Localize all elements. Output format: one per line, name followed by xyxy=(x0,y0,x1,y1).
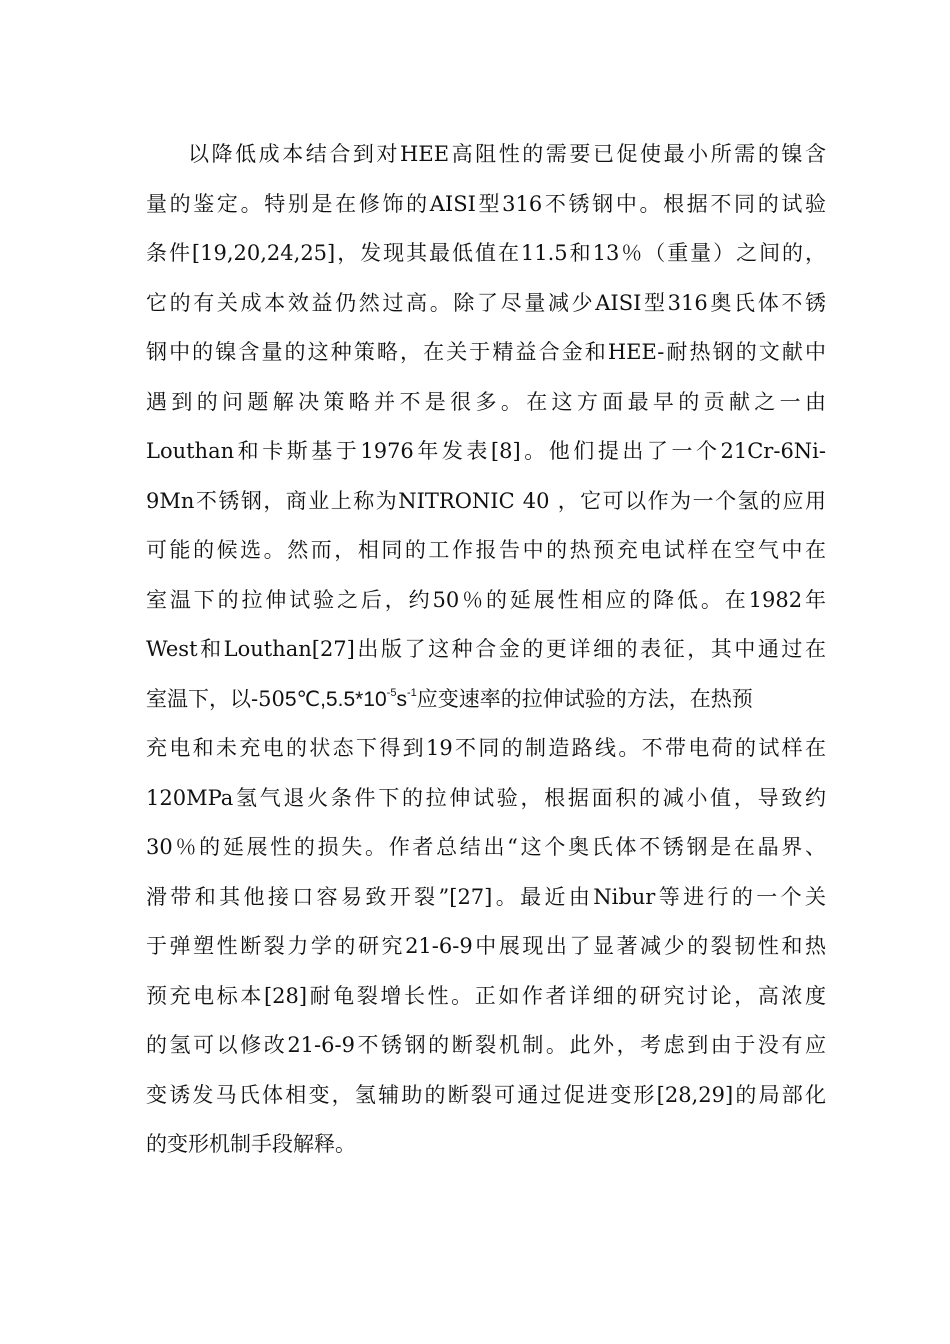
text-line: 的氢可以修改21-6-9不锈钢的断裂机制。此外，考虑到由于没有应 xyxy=(146,1033,826,1057)
text-line: 可能的候选。然而，相同的工作报告中的热预充电试样在空气中在 xyxy=(146,538,826,562)
text-line: West和Louthan[27]出版了这种合金的更详细的表征，其中通过在 xyxy=(146,637,826,661)
line-prefix: 室温下，以-50 xyxy=(146,686,285,711)
text-line: 于弹塑性断裂力学的研究21-6-9中展现出了显著减少的裂韧性和热 xyxy=(146,934,826,958)
text-line: 120MPa氢气退火条件下的拉伸试验，根据面积的减小值，导致约 xyxy=(146,785,826,810)
text-line-last: 的变形机制手段解释。 xyxy=(146,1132,356,1156)
text-line: 室温下的拉伸试验之后，约50％的延展性相应的降低。在1982年 xyxy=(146,587,826,612)
text-line: 量的鉴定。特别是在修饰的AISI型316不锈钢中。根据不同的试验 xyxy=(146,191,826,216)
text-line: 变诱发马氏体相变，氢辅助的断裂可通过促进变形[28,29]的局部化 xyxy=(146,1082,826,1107)
text-line: 9Mn不锈钢，商业上称为NITRONIC 40 ，它可以作为一个氢的应用 xyxy=(146,488,826,513)
text-line: 滑带和其他接口容易致开裂”[27]。最近由Nibur等进行的一个关 xyxy=(146,884,826,909)
unit-s: s xyxy=(396,687,407,711)
body-paragraph xyxy=(146,130,826,1170)
text-line: 它的有关成本效益仍然过高。除了尽量减少AISI型316奥氏体不锈 xyxy=(146,290,826,315)
text-line-with-formula xyxy=(146,675,826,725)
text-line: 遇到的问题解决策略并不是很多。在这方面最早的贡献之一由 xyxy=(146,389,826,414)
strain-rate-value: 5℃,5.5*10 xyxy=(284,687,387,711)
exponent: -5 xyxy=(386,686,397,699)
exponent: -1 xyxy=(406,686,417,699)
text-line: 30％的延展性的损失。作者总结出“这个奥氏体不锈钢是在晶界、 xyxy=(146,835,826,859)
text-line: Louthan和卡斯基于1976年发表[8]。他们提出了一个21Cr-6Ni- xyxy=(146,439,826,463)
line-suffix: 应变速率的拉伸试验的方法，在热预 xyxy=(416,686,753,711)
text-line: 条件[19,20,24,25]，发现其最低值在11.5和13％（重量）之间的， xyxy=(146,241,826,265)
text-line: 预充电标本[28]耐龟裂增长性。正如作者详细的研究讨论，高浓度 xyxy=(146,983,826,1008)
text-line: 以降低成本结合到对HEE高阻性的需要已促使最小所需的镍含 xyxy=(188,142,826,166)
text-line: 充电和未充电的状态下得到19不同的制造路线。不带电荷的试样在 xyxy=(146,736,826,760)
text-line: 钢中的镍含量的这种策略，在关于精益合金和HEE-耐热钢的文献中 xyxy=(146,340,826,364)
